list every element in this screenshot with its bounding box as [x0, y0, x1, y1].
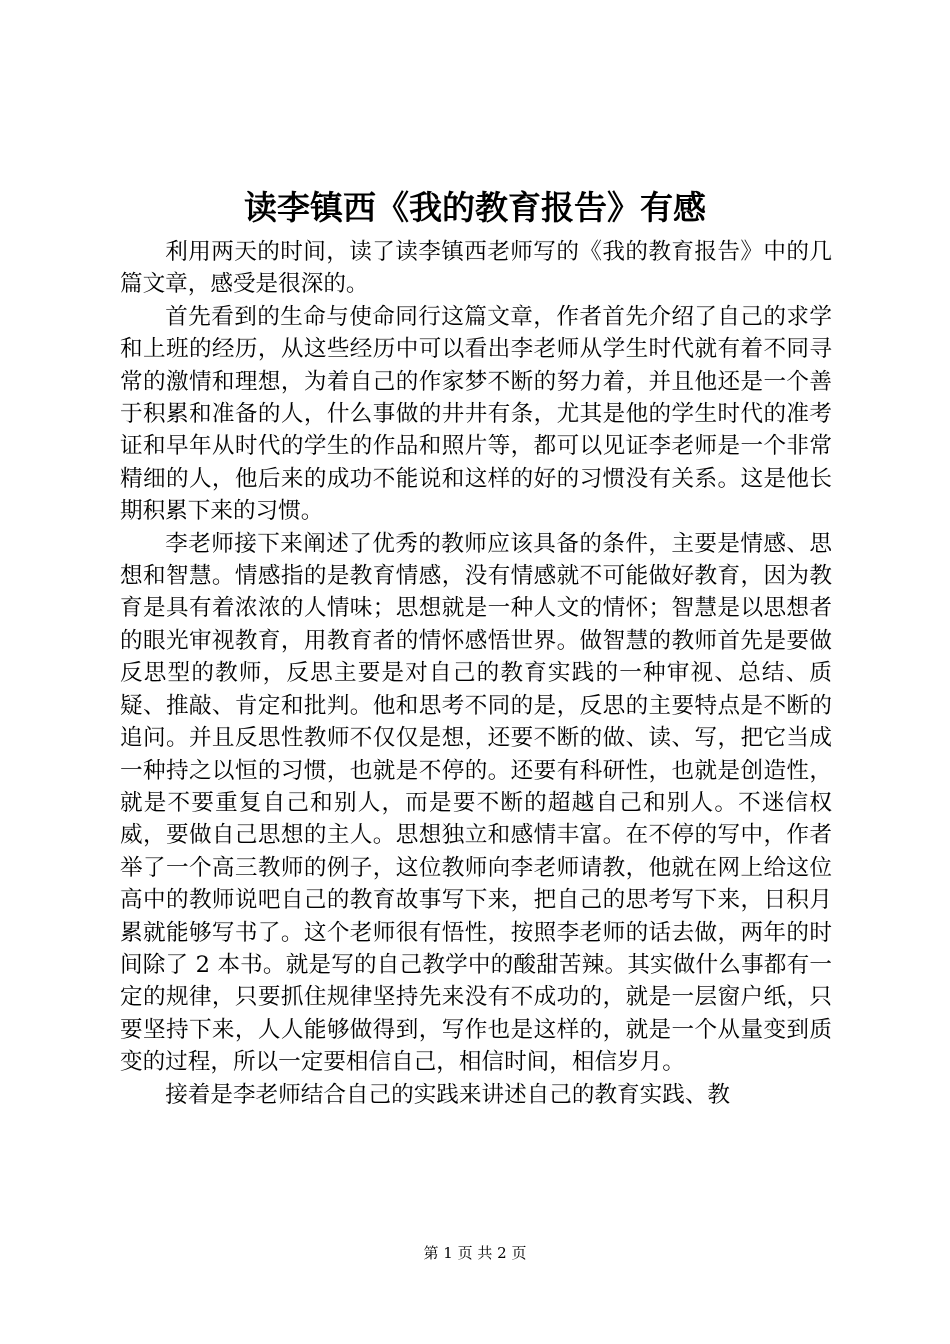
paragraph-2: 首先看到的生命与使命同行这篇文章，作者首先介绍了自己的求学和上班的经历，从这些经历中可以看出李老师从学生时代就有着不同寻常的激情和理想，为着自己的作家梦不断的努力着，并且他还是一个善于积累和准备的人，什么事做的井井有条，尤其是他的学生时代的准考证和早年从时代的学生的作品和照片等，都可以见证李老师是一个非常精细的人，他后来的成功不能说和这样的好的习惯没有关系。这是他长期积累下来的习惯。	[120, 303, 832, 525]
paragraph-3: 李老师接下来阐述了优秀的教师应该具备的条件，主要是情感、思想和智慧。情感指的是教育情感，没有情感就不可能做好教育，因为教育是具有着浓浓的人情味；思想就是一种人文的情怀；智慧是以思想者的眼光审视教育，用教育者的情怀感悟世界。做智慧的教师首先是要做反思型的教师，反思主要是对自己的教育实践的一种审视、总结、质疑、推敲、肯定和批判。他和思考不同的是，反思的主要特点是不断的追问。并且反思性教师不仅仅是想，还要不断的做、读、写，把它当成一种持之以恒的习惯，也就是不停的。还要有科研性，也就是创造性，就是不要重复自己和别人，而是要不断的超越自己和别人。不迷信权威，要做自己思想的主人。思想独立和感情丰富。在不停的写中，作者举了一个高三教师的例子，这位教师向李老师请教，他就在网上给这位高中的教师说吧自己的教育故事写下来，把自己的思考写下来，日积月累就能够写书了。这个老师很有悟性，按照李老师的话去做，两年的时间除了 2 本书。就是写的自己教学中的酸甜苦辣。其实做什么事都有一定的规律，只要抓住规律坚持先来没有不成功的，就是一层窗户纸，只要坚持下来，人人能够做得到，写作也是这样的，就是一个从量变到质变的过程，所以一定要相信自己，相信时间，相信岁月。	[120, 530, 832, 1076]
paragraph-4: 接着是李老师结合自己的实践来讲述自己的教育实践、教	[165, 1081, 731, 1108]
paragraph-1: 利用两天的时间，读了读李镇西老师写的《我的教育报告》中的几篇文章，感受是很深的。	[120, 239, 832, 298]
document-body	[120, 236, 832, 1111]
page-number-footer: 第 1 页 共 2 页	[423, 1244, 527, 1262]
document-title: 读李镇西《我的教育报告》有感	[244, 188, 706, 227]
